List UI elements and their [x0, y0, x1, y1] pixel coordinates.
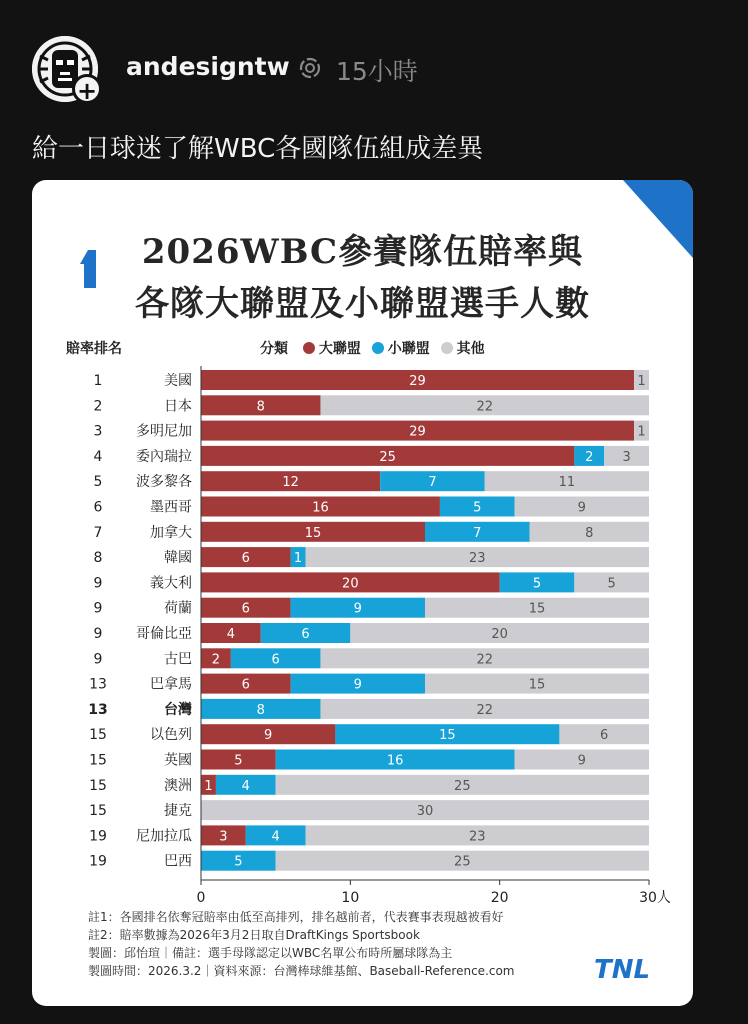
bar-value-milb: 5 — [473, 500, 482, 516]
team-label: 多明尼加 — [136, 423, 192, 440]
bar-value-other: 1 — [637, 424, 646, 440]
bar-value-other: 23 — [468, 829, 486, 845]
team-label: 波多黎各 — [136, 474, 192, 491]
bar-value-other: 5 — [607, 576, 616, 592]
bar-value-other: 9 — [577, 500, 586, 516]
rank-label: 15 — [89, 752, 107, 769]
bar-value-other: 30 — [416, 804, 434, 820]
bar-value-milb: 4 — [271, 829, 280, 845]
rank-label: 19 — [89, 853, 107, 870]
bar-value-other: 22 — [476, 702, 494, 718]
bar-value-mlb: 29 — [409, 374, 426, 389]
x-tick-label: 0 — [196, 890, 206, 906]
bar-value-other: 15 — [528, 677, 546, 693]
footnote-3: 製圖：邱怡瑄｜備註：選手母隊認定以WBC名單公布時所屬球隊為主 — [88, 946, 453, 960]
bar-value-other: 8 — [585, 525, 594, 541]
rank-label: 5 — [93, 474, 103, 491]
team-label: 墨西哥 — [150, 499, 192, 516]
bar-value-milb: 6 — [271, 652, 280, 668]
team-label: 古巴 — [164, 651, 192, 668]
bar-value-mlb: 12 — [282, 475, 299, 491]
bar-value-other: 22 — [476, 652, 494, 668]
bar-value-milb: 4 — [241, 778, 250, 794]
post-time: 15小時 — [336, 57, 418, 86]
bar-value-milb: 7 — [473, 525, 482, 541]
team-label: 美國 — [164, 373, 192, 389]
bar-value-mlb: 2 — [211, 652, 221, 668]
team-label: 澳洲 — [164, 777, 192, 794]
legend — [260, 338, 485, 358]
bar-value-milb: 7 — [428, 475, 437, 491]
team-label: 捷克 — [164, 803, 192, 820]
rank-label: 6 — [93, 499, 103, 516]
team-label: 以色列 — [150, 727, 192, 744]
footnote-4: 製圖時間：2026.3.2｜資料來源：台灣棒球維基館、Baseball-Reference.com — [88, 964, 515, 978]
bar-value-mlb: 6 — [241, 677, 250, 693]
team-label: 台灣 — [164, 701, 192, 718]
bar-value-other: 20 — [491, 627, 508, 642]
legend-item-milb: 小聯盟 — [372, 341, 430, 357]
graphic-title-line2: 各隊大聯盟及小聯盟選手人數 — [135, 284, 590, 324]
rank-label: 7 — [93, 524, 103, 541]
rank-label: 3 — [93, 423, 103, 440]
rank-label: 1 — [93, 373, 103, 389]
team-label: 委內瑞拉 — [136, 448, 192, 465]
bar-value-other: 11 — [558, 475, 576, 491]
graphic-title-line1: 2026WBC參賽隊伍賠率與 — [141, 232, 584, 272]
bar-value-mlb: 5 — [234, 753, 243, 769]
team-label: 義大利 — [150, 575, 192, 592]
team-label: 日本 — [164, 398, 192, 415]
bar-value-mlb: 3 — [219, 829, 228, 845]
bar-value-mlb: 16 — [312, 500, 329, 516]
team-label: 尼加拉瓜 — [136, 828, 192, 845]
bar-value-other: 15 — [528, 601, 546, 617]
rank-label: 19 — [89, 828, 107, 845]
team-label: 巴拿馬 — [150, 676, 192, 693]
follow-plus-button[interactable]: + — [72, 74, 102, 104]
bar-value-milb: 6 — [301, 627, 310, 642]
rank-label: 4 — [93, 448, 103, 465]
bar-value-other: 3 — [622, 449, 631, 465]
verified-swirl-icon — [298, 56, 322, 80]
x-tick-label: 30人 — [639, 890, 671, 906]
bar-value-milb: 16 — [386, 753, 404, 769]
footnote-2: 註2：賠率數據為2026年3月2日取自DraftKings Sportsbook — [88, 928, 420, 942]
bar-value-mlb: 25 — [379, 449, 396, 465]
bar-value-milb: 9 — [353, 677, 362, 693]
tnl-logo-text: TNL — [594, 955, 651, 982]
bar-value-other: 23 — [468, 551, 486, 567]
legend-label: 分類 — [260, 341, 288, 357]
rank-label: 8 — [93, 550, 103, 567]
bar-value-other: 25 — [454, 854, 471, 870]
rank-label: 9 — [93, 575, 103, 592]
team-label: 巴西 — [164, 853, 192, 870]
bar-value-other: 1 — [637, 374, 646, 389]
infographic-image[interactable] — [32, 180, 693, 1006]
tnl-logo — [592, 954, 654, 982]
rank-label: 15 — [89, 803, 107, 820]
bar-value-mlb: 6 — [241, 551, 250, 567]
team-label: 荷蘭 — [164, 600, 192, 617]
bar-value-mlb: 1 — [204, 778, 213, 794]
bar-value-other: 9 — [577, 753, 586, 769]
username[interactable]: andesigntw — [126, 52, 290, 81]
bar-value-other: 6 — [600, 728, 609, 744]
team-label: 加拿大 — [150, 524, 192, 541]
bar-value-mlb: 8 — [256, 399, 265, 415]
bar-value-mlb: 15 — [304, 525, 322, 541]
bar-value-milb: 5 — [532, 576, 542, 592]
bar-value-milb: 9 — [353, 601, 362, 617]
bar-value-milb: 5 — [234, 854, 243, 870]
footnotes — [88, 908, 515, 980]
rank-label: 13 — [89, 676, 107, 693]
bar-value-mlb: 6 — [241, 601, 250, 617]
bar-value-other: 22 — [476, 399, 494, 415]
bar-value-milb: 2 — [585, 449, 594, 465]
bar-value-other: 25 — [454, 778, 471, 794]
stacked-bar-chart — [32, 366, 693, 906]
bar-value-mlb: 29 — [409, 424, 426, 440]
rank-label: 9 — [93, 651, 103, 668]
rank-label: 15 — [89, 727, 107, 744]
bar-value-mlb: 4 — [226, 627, 236, 642]
bar-value-milb: 15 — [439, 728, 456, 744]
team-label: 哥倫比亞 — [136, 626, 192, 642]
rank-label: 2 — [93, 398, 103, 415]
bar-value-milb: 8 — [256, 702, 265, 718]
rank-label: 13 — [88, 701, 108, 718]
rank-label: 15 — [89, 777, 107, 794]
x-tick-label: 10 — [341, 890, 360, 906]
rank-label: 9 — [93, 626, 103, 642]
x-tick-label: 20 — [490, 890, 509, 906]
bar-value-milb: 1 — [293, 551, 303, 567]
rank-header: 賠率排名 — [66, 341, 122, 357]
bar-value-mlb: 9 — [264, 728, 273, 744]
bar-value-mlb: 20 — [342, 576, 359, 592]
legend-item-other: 其他 — [441, 341, 485, 357]
post-caption: 給一日球迷了解WBC各國隊伍組成差異 — [32, 134, 484, 164]
legend-item-mlb: 大聯盟 — [303, 341, 361, 357]
team-label: 韓國 — [164, 550, 192, 567]
team-label: 英國 — [164, 752, 192, 769]
rank-label: 9 — [93, 600, 103, 617]
footnote-1: 註1：各國排名依奪冠賠率由低至高排列，排名越前者，代表賽事表現越被看好 — [88, 910, 504, 924]
